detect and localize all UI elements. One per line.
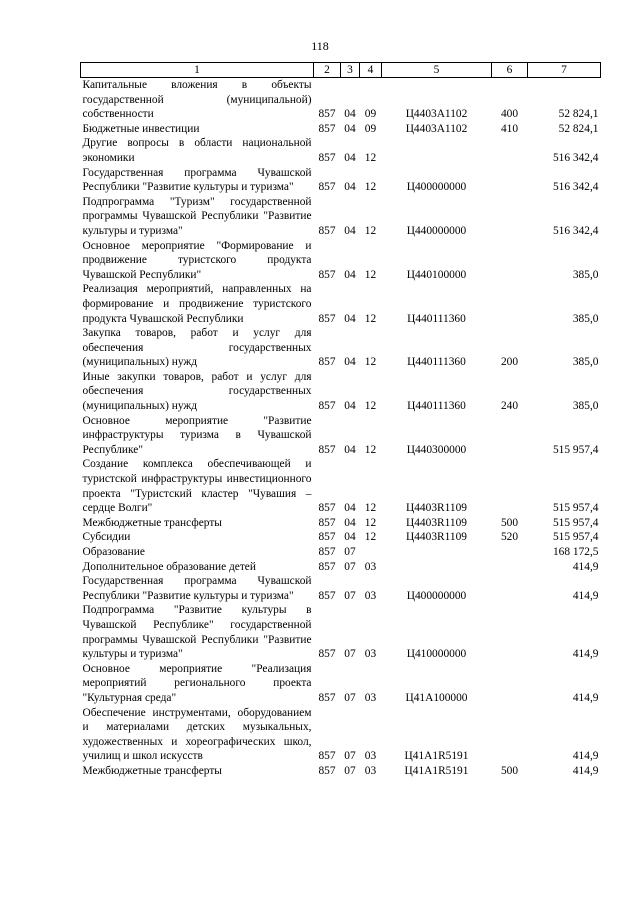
row-ministry-code: 857: [318, 502, 336, 515]
row-target-article: Ц410000000: [406, 648, 467, 661]
table-row: [81, 370, 601, 414]
row-subsection: 12: [364, 224, 377, 237]
table-row: [81, 282, 601, 326]
row-ministry-code: 857: [318, 108, 336, 121]
row-section: 04: [344, 122, 356, 135]
table-row: [81, 530, 601, 545]
row-section: 04: [344, 443, 356, 456]
row-name: Государственная программа Чувашской Республики "Развитие культуры и туризма": [82, 575, 312, 602]
row-target-article: Ц4403А1102: [405, 122, 468, 135]
row-target-article: Ц4403R1109: [406, 531, 467, 544]
row-name: Подпрограмма "Туризм" государственной программы Чувашской Республики "Развитие культуры и туризма": [82, 195, 312, 237]
row-subsection: 03: [364, 750, 377, 763]
row-expense-type: [492, 195, 528, 239]
row-subsection: 12: [364, 312, 377, 325]
row-ministry-code: 857: [318, 356, 336, 369]
row-ministry-code: 857: [318, 122, 336, 135]
row-amount: 516 342,4: [552, 151, 599, 164]
row-ministry-code: 857: [318, 750, 336, 763]
row-amount: 515 957,4: [552, 531, 599, 544]
table-row: [81, 560, 601, 575]
row-amount: 168 172,5: [552, 546, 599, 558]
row-subsection: 03: [364, 764, 377, 777]
row-target-article: Ц4403R1109: [406, 516, 467, 529]
row-ministry-code: 857: [318, 151, 336, 164]
table-row: [81, 574, 601, 603]
row-section: 04: [344, 502, 356, 515]
row-name: Субсидии: [82, 531, 131, 544]
row-name: Основное мероприятие "Формирование и продвижение туристского продукта Чувашской Республики": [82, 239, 312, 281]
row-target-article: Ц440000000: [406, 224, 467, 237]
row-name: Закупка товаров, работ и услуг для обеспечения государственных (муниципальных) нужд: [82, 327, 312, 369]
header-col-3: 3: [341, 63, 360, 78]
row-name: Обеспечение инструментами, оборудованием и материалами детских музыкальных, художественных и хореографических школ, училищ и школ искусств: [82, 706, 312, 763]
row-target-article: Ц440300000: [406, 443, 467, 456]
row-section: 07: [344, 648, 356, 661]
row-expense-type: [492, 603, 528, 661]
row-subsection: 09: [364, 108, 377, 121]
row-name: Подпрограмма "Развитие культуры в Чувашской Республике" государственной программы Чувашской Республики "Развитие культуры и туризма": [82, 604, 312, 661]
row-subsection: 03: [364, 589, 377, 602]
table-header-row: [81, 63, 601, 78]
row-name: Межбюджетные трансферты: [82, 764, 222, 777]
row-section: 04: [344, 108, 356, 121]
row-subsection: 03: [364, 648, 377, 661]
row-section: 04: [344, 516, 356, 529]
row-ministry-code: 857: [318, 546, 336, 558]
row-expense-type: [492, 457, 528, 515]
row-ministry-code: 857: [318, 181, 336, 194]
row-target-article: Ц440100000: [406, 268, 467, 281]
row-ministry-code: 857: [318, 531, 336, 544]
row-name: Бюджетные инвестиции: [82, 122, 200, 135]
table-row: [81, 457, 601, 515]
row-amount: 414,9: [572, 560, 599, 573]
row-name: Основное мероприятие "Реализация мероприятий регионального проекта "Культурная среда": [82, 662, 312, 704]
table-row: [81, 195, 601, 239]
row-section: 07: [344, 750, 356, 763]
table-row: [81, 545, 601, 560]
row-target-article: Ц440111360: [407, 312, 466, 325]
table-row: [81, 122, 601, 137]
header-col-5: 5: [382, 63, 492, 78]
row-name: Создание комплекса обеспечивающей и туристской инфраструктуры инвестиционного проекта "Туристский кластер "Чувашия – сердце Волги": [82, 458, 312, 515]
row-target-article: Ц440111360: [407, 400, 466, 413]
row-amount: 516 342,4: [552, 181, 599, 194]
row-subsection: 09: [364, 122, 377, 135]
row-ministry-code: 857: [318, 400, 336, 413]
row-expense-type: [492, 662, 528, 706]
table-row: [81, 764, 601, 779]
row-section: 07: [344, 589, 356, 602]
row-expense-type: 520: [500, 531, 519, 544]
row-target-article: Ц440111360: [407, 356, 466, 369]
row-section: 04: [344, 181, 356, 194]
row-expense-type: [492, 706, 528, 764]
row-name: Межбюджетные трансферты: [82, 516, 222, 529]
row-ministry-code: 857: [318, 560, 336, 573]
table-row: [81, 326, 601, 370]
row-subsection: 12: [364, 181, 377, 194]
row-section: 04: [344, 224, 356, 237]
row-ministry-code: 857: [318, 268, 336, 281]
row-ministry-code: 857: [318, 516, 336, 529]
table-row: [81, 166, 601, 195]
row-amount: 515 957,4: [552, 516, 599, 529]
row-section: 04: [344, 312, 356, 325]
row-expense-type: 500: [500, 764, 519, 777]
row-target-article: Ц41А1R5191: [404, 750, 469, 763]
row-name: Государственная программа Чувашской Республики "Развитие культуры и туризма": [82, 166, 312, 194]
row-subsection: 12: [364, 356, 377, 369]
row-ministry-code: 857: [318, 691, 336, 704]
row-expense-type: 500: [500, 516, 519, 529]
row-amount: 385,0: [572, 268, 599, 281]
row-target-article: Ц41А1R5191: [404, 764, 469, 777]
row-name: Образование: [82, 546, 145, 558]
row-expense-type: [492, 282, 528, 326]
table-row: [81, 239, 601, 283]
row-expense-type: 410: [500, 122, 519, 135]
row-amount: 385,0: [572, 356, 599, 369]
row-ministry-code: 857: [318, 443, 336, 456]
row-expense-type: [492, 560, 528, 575]
header-col-4: 4: [360, 63, 382, 78]
row-subsection: 12: [364, 151, 377, 164]
row-name: Основное мероприятие "Развитие инфраструктуры туризма в Чувашской Республике": [82, 414, 312, 456]
row-subsection: [360, 545, 382, 560]
row-amount: 414,9: [572, 691, 599, 704]
row-expense-type: [492, 136, 528, 165]
row-amount: 414,9: [572, 764, 599, 777]
row-amount: 516 342,4: [552, 224, 599, 237]
row-ministry-code: 857: [318, 312, 336, 325]
row-expense-type: [492, 545, 528, 560]
row-section: 04: [344, 400, 356, 413]
row-target-article: Ц41А100000: [405, 691, 468, 704]
table-row: [81, 603, 601, 661]
row-subsection: 12: [364, 531, 377, 544]
row-name: Дополнительное образование детей: [82, 560, 256, 573]
row-target-article: Ц4403А1102: [405, 108, 468, 121]
row-expense-type: 400: [500, 108, 519, 121]
row-target-article: Ц400000000: [406, 589, 467, 602]
row-name: Реализация мероприятий, направленных на формирование и продвижение туристского продукта Чувашской Республики: [82, 283, 312, 325]
budget-table: [80, 62, 601, 779]
row-section: 07: [344, 546, 356, 558]
row-name: Капитальные вложения в объекты государственной (муниципальной) собственности: [82, 79, 312, 121]
row-section: 04: [344, 531, 356, 544]
row-expense-type: 240: [500, 400, 519, 413]
row-name: Иные закупки товаров, работ и услуг для обеспечения государственных (муниципальных) нужд: [82, 370, 312, 413]
row-ministry-code: 857: [318, 224, 336, 237]
table-row: [81, 136, 601, 165]
row-subsection: 12: [364, 268, 377, 281]
row-amount: 414,9: [572, 648, 599, 661]
row-amount: 414,9: [572, 589, 599, 602]
row-ministry-code: 857: [318, 648, 336, 661]
row-expense-type: [492, 414, 528, 458]
row-subsection: 12: [364, 516, 377, 529]
row-section: 07: [344, 560, 356, 573]
row-amount: 515 957,4: [552, 502, 599, 515]
row-subsection: 03: [364, 560, 377, 573]
header-col-2: 2: [314, 63, 341, 78]
row-section: 04: [344, 356, 356, 369]
row-amount: 385,0: [572, 312, 599, 325]
row-target-article: [382, 545, 492, 560]
row-target-article: Ц4403R1109: [406, 502, 467, 515]
row-expense-type: [492, 574, 528, 603]
row-target-article: [382, 136, 492, 165]
row-name: Другие вопросы в области национальной экономики: [82, 137, 312, 164]
row-target-article: [382, 560, 492, 575]
row-amount: 52 824,1: [558, 108, 599, 121]
table-row: [81, 516, 601, 531]
row-section: 04: [344, 268, 356, 281]
row-ministry-code: 857: [318, 764, 336, 777]
table-row: [81, 662, 601, 706]
row-section: 07: [344, 691, 356, 704]
header-col-1: 1: [81, 63, 314, 78]
row-amount: 414,9: [572, 750, 599, 763]
row-subsection: 12: [364, 400, 377, 413]
row-expense-type: [492, 166, 528, 195]
header-col-6: 6: [492, 63, 528, 78]
row-section: 07: [344, 764, 356, 777]
row-target-article: Ц400000000: [406, 181, 467, 194]
row-amount: 385,0: [572, 400, 599, 413]
row-expense-type: [492, 239, 528, 283]
row-subsection: 03: [364, 691, 377, 704]
row-amount: 52 824,1: [558, 122, 599, 135]
table-row: [81, 706, 601, 764]
table-row: [81, 414, 601, 458]
row-subsection: 12: [364, 502, 377, 515]
row-expense-type: 200: [500, 356, 519, 369]
table-row: [81, 78, 601, 122]
row-amount: 515 957,4: [552, 443, 599, 456]
page-number: 118: [311, 39, 329, 53]
header-col-7: 7: [528, 63, 601, 78]
row-section: 04: [344, 151, 356, 164]
row-subsection: 12: [364, 443, 377, 456]
row-ministry-code: 857: [318, 589, 336, 602]
